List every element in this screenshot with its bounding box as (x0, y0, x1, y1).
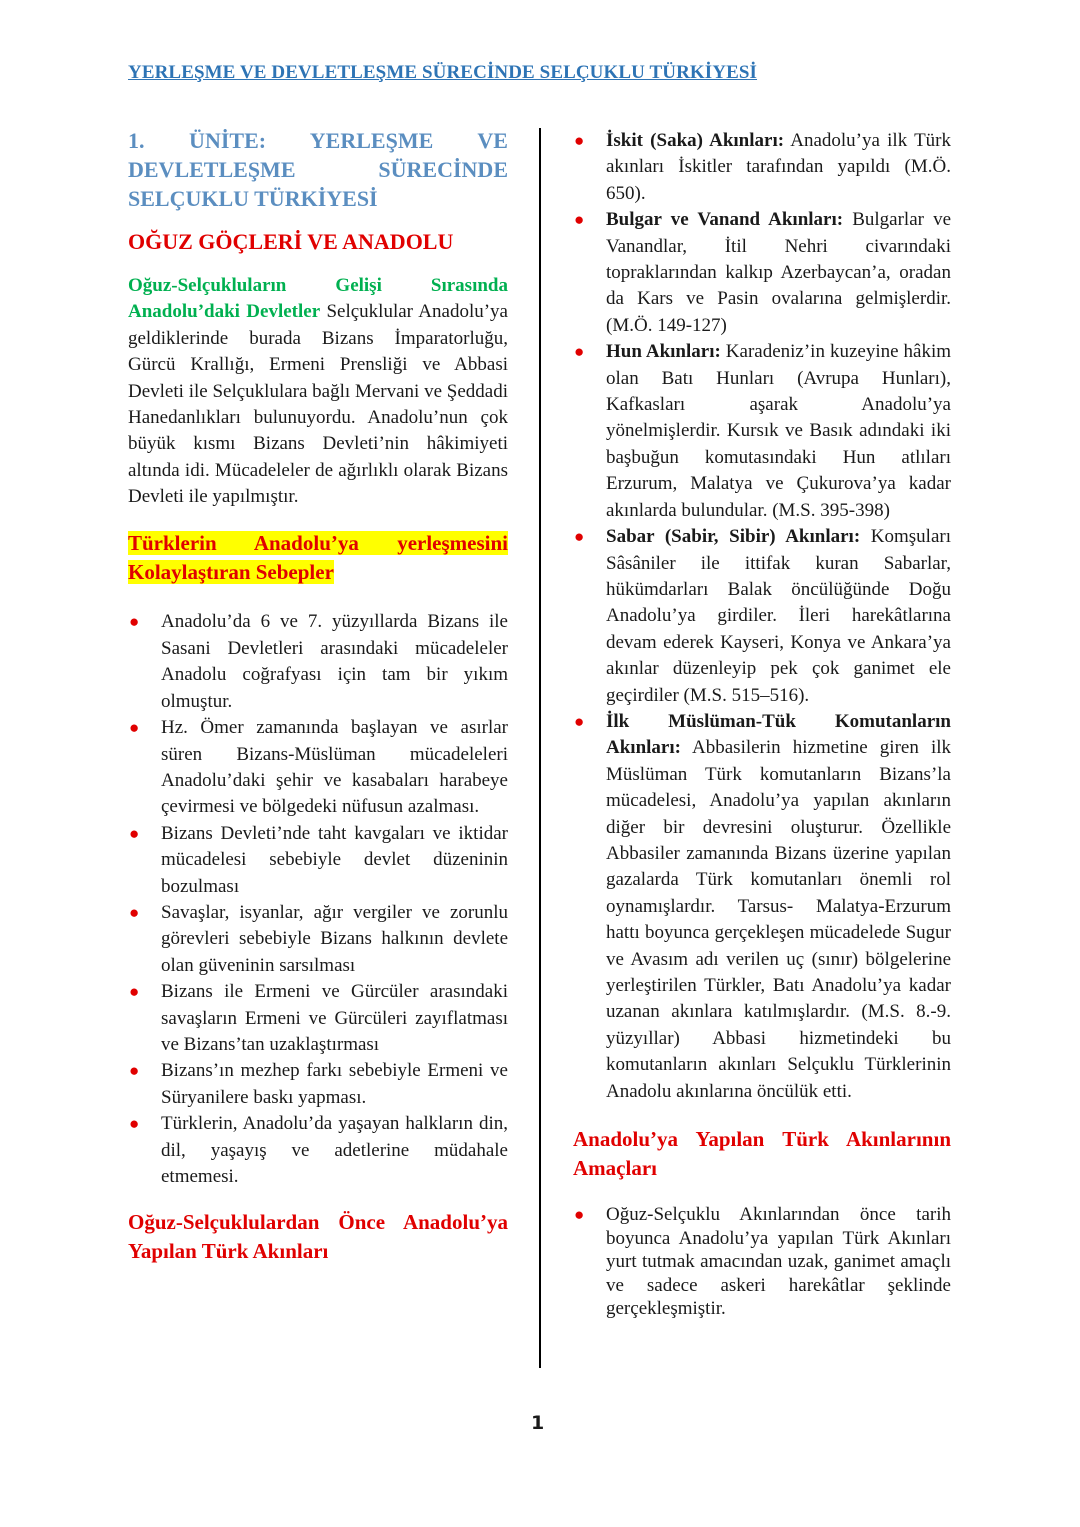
states-paragraph (128, 273, 508, 511)
bullet-icon: ● (574, 1205, 585, 1225)
bullet-icon: ● (129, 612, 140, 632)
column-divider (539, 128, 541, 1368)
reasons-heading-wrap (128, 529, 508, 588)
bullet-icon: ● (129, 718, 140, 738)
list-item: ● Oğuz-Selçuklu Akınlarından önce tarih boyunca Anadolu’ya yapılan Türk Akınları yurt tutmak amacından uzak, ganimet amaçlı ve sadece askeri harekâtlar şeklinde gerçekleşmiştir. (574, 1204, 951, 1320)
reasons-list (128, 609, 508, 1190)
bullet-icon: ● (574, 342, 585, 362)
bullet-icon: ● (574, 210, 585, 230)
page-number: 1 (531, 1412, 545, 1434)
list-item: ● Sabar (Sabir, Sibir) Akınları: Komşuları Sâsâniler ile ittifak kuran Sabarlar, hükümdarları Balak öncülüğünde Doğu Anadolu’ya girdiler. İleri harekâtlarına devam ederek Kayseri, Konya ve Ankara’ya akınlar düzenleyip pek çok ganimet ele geçirdiler (M.S. 515–516). (574, 526, 951, 706)
raids-heading: Oğuz-Selçuklulardan Önce Anadolu’ya Yapılan Türk Akınları (128, 1210, 508, 1264)
bullet-icon: ● (574, 131, 585, 150)
list-item: ● Bulgar ve Vanand Akınları: Bulgarlar ve Vanandlar, İtil Nehri civarındaki topraklarından kalkıp Azerbaycan’a, oradan da Kars ve Pasin ovalarına gelmişlerdir. (M.Ö. 149-127) (574, 209, 952, 336)
page-header: YERLEŞME VE DEVLETLEŞME SÜRECİNDE SELÇUKLU TÜRKİYESİ (128, 62, 758, 83)
section-title: OĞUZ GÖÇLERİ VE ANADOLU (128, 229, 454, 254)
list-item: ● Bizans’ın mezhep farkı sebebiyle Ermeni ve Süryanilere baskı yapması. (129, 1060, 508, 1108)
list-item: ● Savaşlar, isyanlar, ağır vergiler ve zorunlu görevleri sebebiyle Bizans halkının devlete olan güveninin sarsılması (129, 901, 508, 976)
list-item: ● Bizans Devleti’nde taht kavgaları ve iktidar mücadelesi sebebiyle devlet düzeninin bozulması (129, 822, 508, 897)
list-item: ● Anadolu’da 6 ve 7. yüzyıllarda Bizans ile Sasani Devletleri arasındaki mücadeleler Anadolu coğrafyası için tam bir yıkım olmuştur. (129, 611, 508, 712)
bullet-icon: ● (129, 902, 140, 922)
bullet-icon: ● (129, 1114, 140, 1134)
bullet-icon: ● (129, 982, 140, 1002)
list-item: ● Hz. Ömer zamanında başlayan ve asırlar süren Bizans-Müslüman mücadeleleri Anadolu’daki şehir ve kasabaları harabeye çevirmesi ve bölgedeki nüfusun azalması. (129, 717, 508, 818)
list-item: ● Türklerin, Anadolu’da yaşayan halkların din, dil, yaşayış ve adetlerine müdahale etmemesi. (129, 1113, 508, 1187)
bullet-icon: ● (129, 1061, 140, 1081)
aims-list (573, 1203, 951, 1321)
left-column (128, 126, 508, 1266)
list-item: ● İskit (Saka) Akınları: Anadolu’ya ilk Türk akınları İskitler tarafından yapıldı (M.Ö. 650). (574, 130, 951, 204)
bullet-icon: ● (574, 711, 585, 731)
bullet-icon: ● (574, 527, 585, 547)
right-column (573, 128, 951, 1321)
aims-heading: Anadolu’ya Yapılan Türk Akınlarının Amaçları (573, 1127, 951, 1181)
raids-list (573, 128, 951, 1105)
unit-title: 1. ÜNİTE: YERLEŞME VE DEVLETLEŞME SÜRECİNDE SELÇUKLU TÜRKİYESİ (128, 128, 508, 211)
states-text: Selçuklular Anadolu’ya geldiklerinde burada Bizans İmparatorluğu, Gürcü Krallığı, Ermeni Prensliği ve Abbasi Devleti ile Selçuklulara bağlı Mervani ve Şeddadi Hanedanlıkları bulunuyordu. Anadolu’nun çok büyük kısmı Bizans Devleti’nin hâkimiyeti altında idi. Mücadeleler de ağırlıklı olarak Bizans Devleti ile yapılmıştır. (128, 301, 508, 508)
reasons-heading: Türklerin Anadolu’ya yerleşmesini Kolaylaştıran Sebepler (128, 530, 508, 585)
list-item: ● Bizans ile Ermeni ve Gürcüler arasındaki savaşların Ermeni ve Gürcüleri zayıflatması ve Bizans’tan uzaklaştırması (129, 981, 508, 1055)
list-item: ● Hun Akınları: Karadeniz’in kuzeyine hâkim olan Batı Hunları (Avrupa Hunları), Kafkasları aşarak Anadolu’ya yönelmişlerdir. Kursık ve Basık adındaki iki başbuğun komutasındaki Hun atlıları Erzurum, Malatya ve Çukurova’ya kadar akınlarda bulundular. (M.S. 395-398) (574, 341, 951, 521)
bullet-icon: ● (129, 823, 140, 843)
states-heading: Oğuz-Selçukluların Gelişi Sırasında Anadolu’daki Devletler (128, 275, 508, 323)
list-item: ● İlk Müslüman-Tük Komutanların Akınları: Abbasilerin hizmetine giren ilk Müslüman Türk komutanların Bizans’la mücadelesi, Anadolu’ya yapılan akınların diğer bir devresini oluşturur. Özellikle Abbasiler zamanında Bizans üzerine yapılan gazalarda Türk komutanları önemli rol oynamışlardır. Tarsus- Malatya-Erzurum hattı boyunca gerçekleşen mücadelede Sugur ve Avasım adı verilen uç (sınır) bölgelerine yerleştirilen Türkler, Batı Anadolu’ya kadar uzanan akınlara katılmışlardır. (M.S. 8.-9. yüzyıllar) Abbasi hizmetindeki bu komutanların akınları Selçuklu Türklerinin Anadolu akınlarına öncülük etti. (574, 710, 951, 1102)
